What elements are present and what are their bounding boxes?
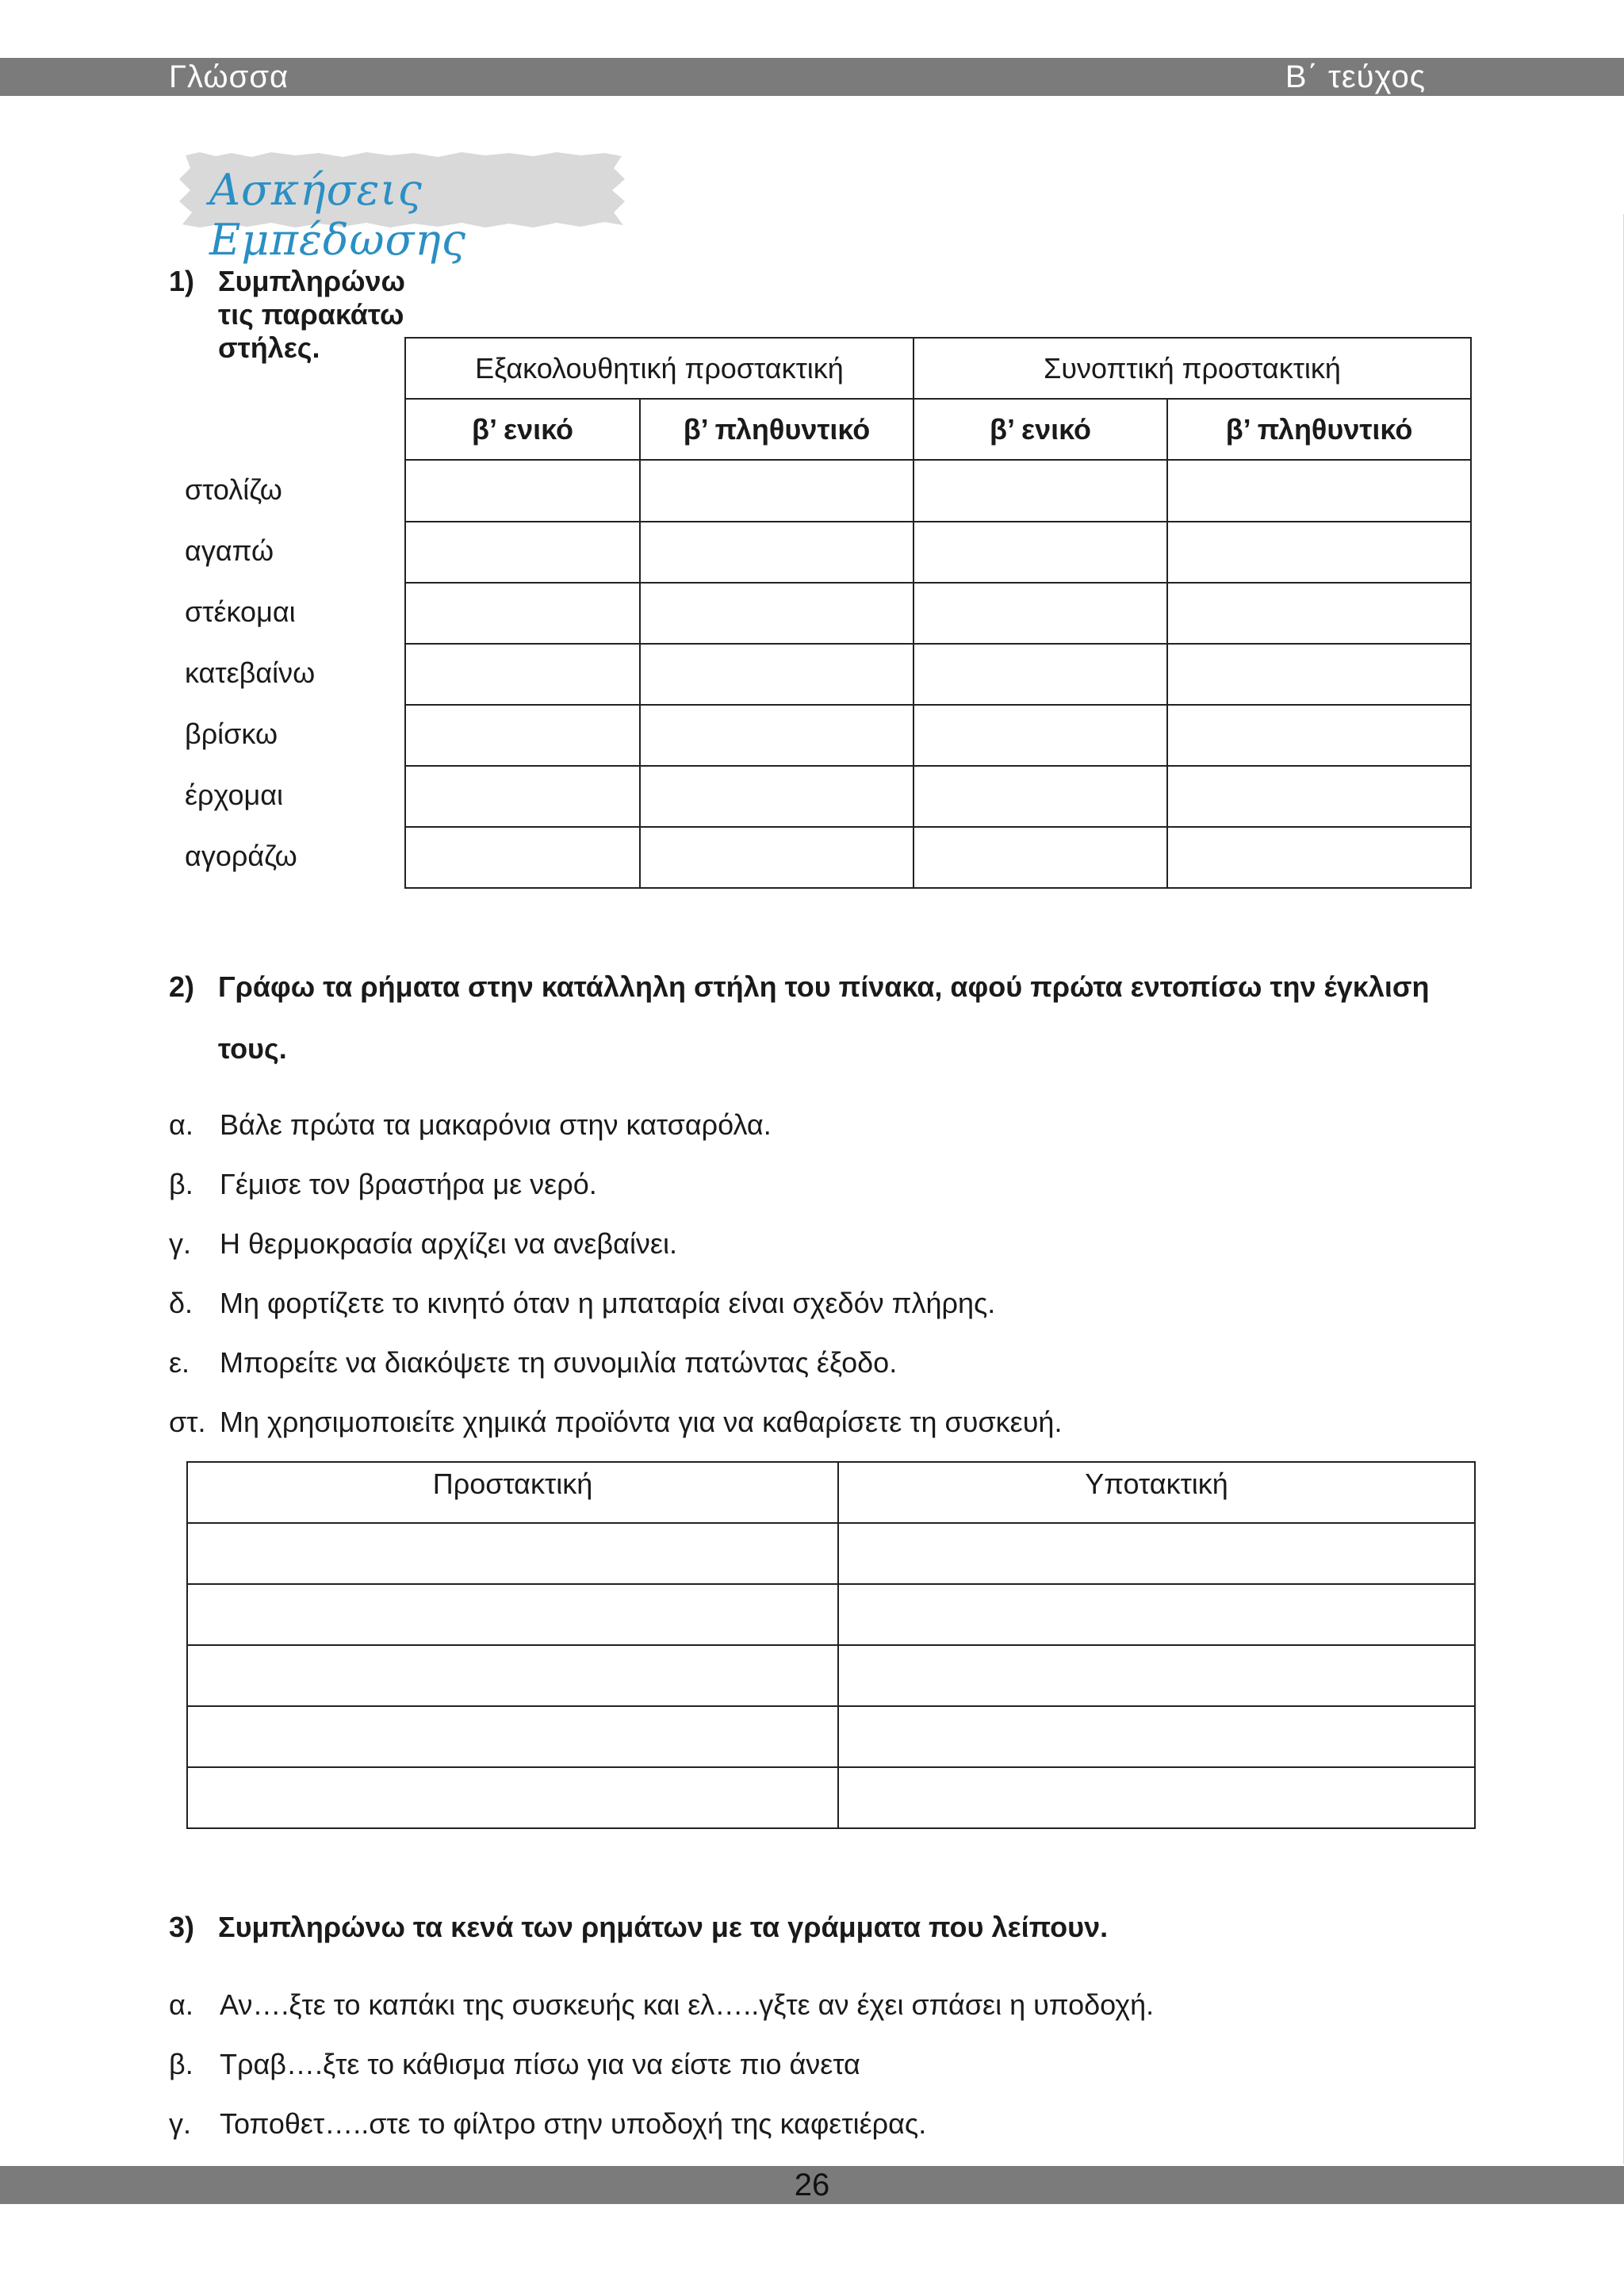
item-label: γ. bbox=[169, 1227, 192, 1260]
answer-cell[interactable] bbox=[405, 522, 640, 583]
item-label: β. bbox=[169, 2048, 193, 2080]
answer-cell[interactable] bbox=[405, 705, 640, 766]
item-text: Γέμισε τον βραστήρα με νερό. bbox=[220, 1168, 597, 1200]
answer-cell[interactable] bbox=[640, 827, 914, 888]
table-row bbox=[405, 522, 1471, 583]
exercise-number: 2) bbox=[169, 970, 195, 1003]
banner-title: Ασκήσεις Εμπέδωσης bbox=[209, 165, 466, 265]
answer-cell[interactable] bbox=[187, 1584, 838, 1645]
item-text: Μπορείτε να διακόψετε τη συνομιλία πατώντας έξοδο. bbox=[220, 1346, 898, 1379]
table-row bbox=[405, 460, 1471, 522]
verb-label: βρίσκω bbox=[185, 718, 278, 750]
answer-cell[interactable] bbox=[1167, 522, 1471, 583]
item-label: στ. bbox=[169, 1406, 206, 1438]
answer-cell[interactable] bbox=[640, 583, 914, 644]
page-number: 26 bbox=[794, 2168, 830, 2202]
section-banner bbox=[176, 151, 628, 265]
verb-label: αγαπώ bbox=[185, 534, 274, 567]
exercise-prompt: Συμπληρώνω τις παρακάτω στήλες. bbox=[218, 265, 405, 364]
subheader-plural: β’ πληθυντικό bbox=[1167, 399, 1471, 460]
header-subjunctive: Υποτακτική bbox=[838, 1462, 1475, 1523]
answer-cell[interactable] bbox=[914, 766, 1167, 827]
answer-cell[interactable] bbox=[1167, 460, 1471, 522]
footer-bar bbox=[0, 2166, 1624, 2204]
exercise-2-heading bbox=[169, 970, 1477, 1066]
table-row bbox=[405, 583, 1471, 644]
table-row bbox=[187, 1645, 1475, 1706]
item-label: δ. bbox=[169, 1287, 193, 1319]
table-row bbox=[405, 705, 1471, 766]
answer-cell[interactable] bbox=[187, 1523, 838, 1584]
answer-cell[interactable] bbox=[187, 1706, 838, 1767]
answer-cell[interactable] bbox=[1167, 705, 1471, 766]
answer-cell[interactable] bbox=[1167, 827, 1471, 888]
subheader-singular: β’ ενικό bbox=[405, 399, 640, 460]
mood-table bbox=[186, 1461, 1476, 1829]
answer-cell[interactable] bbox=[914, 644, 1167, 705]
item-label: ε. bbox=[169, 1346, 190, 1379]
verb-label: στολίζω bbox=[185, 473, 282, 506]
item-label: α. bbox=[169, 1988, 193, 2021]
item-label: α. bbox=[169, 1108, 193, 1141]
item-text: Αν….ξτε το καπάκι της συσκευής και ελ…..γξτε αν έχει σπάσει η υποδοχή. bbox=[220, 1988, 1155, 2021]
answer-cell[interactable] bbox=[838, 1584, 1475, 1645]
exercise-prompt-line-2: τους. bbox=[218, 1032, 287, 1065]
verb-label: στέκομαι bbox=[185, 595, 296, 628]
item-text: Τραβ….ξτε το κάθισμα πίσω για να είστε πιο άνετα bbox=[220, 2048, 860, 2080]
answer-cell[interactable] bbox=[838, 1523, 1475, 1584]
subheader-singular: β’ ενικό bbox=[914, 399, 1167, 460]
answer-cell[interactable] bbox=[187, 1767, 838, 1828]
answer-cell[interactable] bbox=[914, 827, 1167, 888]
answer-cell[interactable] bbox=[640, 460, 914, 522]
answer-cell[interactable] bbox=[640, 644, 914, 705]
answer-cell[interactable] bbox=[838, 1706, 1475, 1767]
exercise-number: 3) bbox=[169, 1911, 195, 1943]
subheader-plural: β’ πληθυντικό bbox=[640, 399, 914, 460]
item-text: Μη χρησιμοποιείτε χημικά προϊόντα για να καθαρίσετε τη συσκευή. bbox=[220, 1406, 1063, 1438]
item-text: Βάλε πρώτα τα μακαρόνια στην κατσαρόλα. bbox=[220, 1108, 772, 1141]
imperative-table bbox=[404, 337, 1472, 889]
item-text: Τοποθετ…..στε το φίλτρο στην υποδοχή της καφετιέρας. bbox=[220, 2107, 927, 2140]
answer-cell[interactable] bbox=[1167, 766, 1471, 827]
table-row bbox=[187, 1523, 1475, 1584]
table-row bbox=[405, 644, 1471, 705]
answer-cell[interactable] bbox=[405, 766, 640, 827]
answer-cell[interactable] bbox=[405, 583, 640, 644]
table-row bbox=[405, 827, 1471, 888]
verb-label: αγοράζω bbox=[185, 840, 297, 872]
item-text: Μη φορτίζετε το κινητό όταν η μπαταρία είναι σχεδόν πλήρης. bbox=[220, 1287, 996, 1319]
answer-cell[interactable] bbox=[405, 644, 640, 705]
answer-cell[interactable] bbox=[405, 460, 640, 522]
item-label: γ. bbox=[169, 2107, 192, 2140]
table-row bbox=[187, 1706, 1475, 1767]
answer-cell[interactable] bbox=[914, 522, 1167, 583]
table-row bbox=[187, 1767, 1475, 1828]
exercise-prompt-line-1: Γράφω τα ρήματα στην κατάλληλη στήλη του πίνακα, αφού πρώτα εντοπίσω την έγκλιση bbox=[218, 970, 1430, 1003]
answer-cell[interactable] bbox=[640, 766, 914, 827]
table-row bbox=[405, 766, 1471, 827]
header-imperative: Προστακτική bbox=[187, 1462, 838, 1523]
answer-cell[interactable] bbox=[914, 583, 1167, 644]
answer-cell[interactable] bbox=[640, 705, 914, 766]
exercise-number: 1) bbox=[169, 265, 195, 297]
answer-cell[interactable] bbox=[405, 827, 640, 888]
answer-cell[interactable] bbox=[914, 705, 1167, 766]
answer-cell[interactable] bbox=[640, 522, 914, 583]
answer-cell[interactable] bbox=[1167, 583, 1471, 644]
answer-cell[interactable] bbox=[187, 1645, 838, 1706]
answer-cell[interactable] bbox=[838, 1645, 1475, 1706]
answer-cell[interactable] bbox=[1167, 644, 1471, 705]
volume-title: Β΄ τεύχος bbox=[1285, 59, 1426, 94]
header-bar bbox=[0, 58, 1624, 96]
answer-cell[interactable] bbox=[914, 460, 1167, 522]
item-text: Η θερμοκρασία αρχίζει να ανεβαίνει. bbox=[220, 1227, 677, 1260]
item-label: β. bbox=[169, 1168, 193, 1200]
subject-title: Γλώσσα bbox=[169, 59, 289, 94]
verb-label: έρχομαι bbox=[185, 779, 284, 811]
table-row bbox=[187, 1584, 1475, 1645]
answer-cell[interactable] bbox=[838, 1767, 1475, 1828]
header-continuous-imperative: Εξακολουθητική προστακτική bbox=[405, 338, 914, 399]
exercise-prompt: Συμπληρώνω τα κενά των ρημάτων με τα γράμματα που λείπουν. bbox=[218, 1911, 1109, 1943]
header-aorist-imperative: Συνοπτική προστακτική bbox=[914, 338, 1471, 399]
verb-label: κατεβαίνω bbox=[185, 656, 316, 689]
